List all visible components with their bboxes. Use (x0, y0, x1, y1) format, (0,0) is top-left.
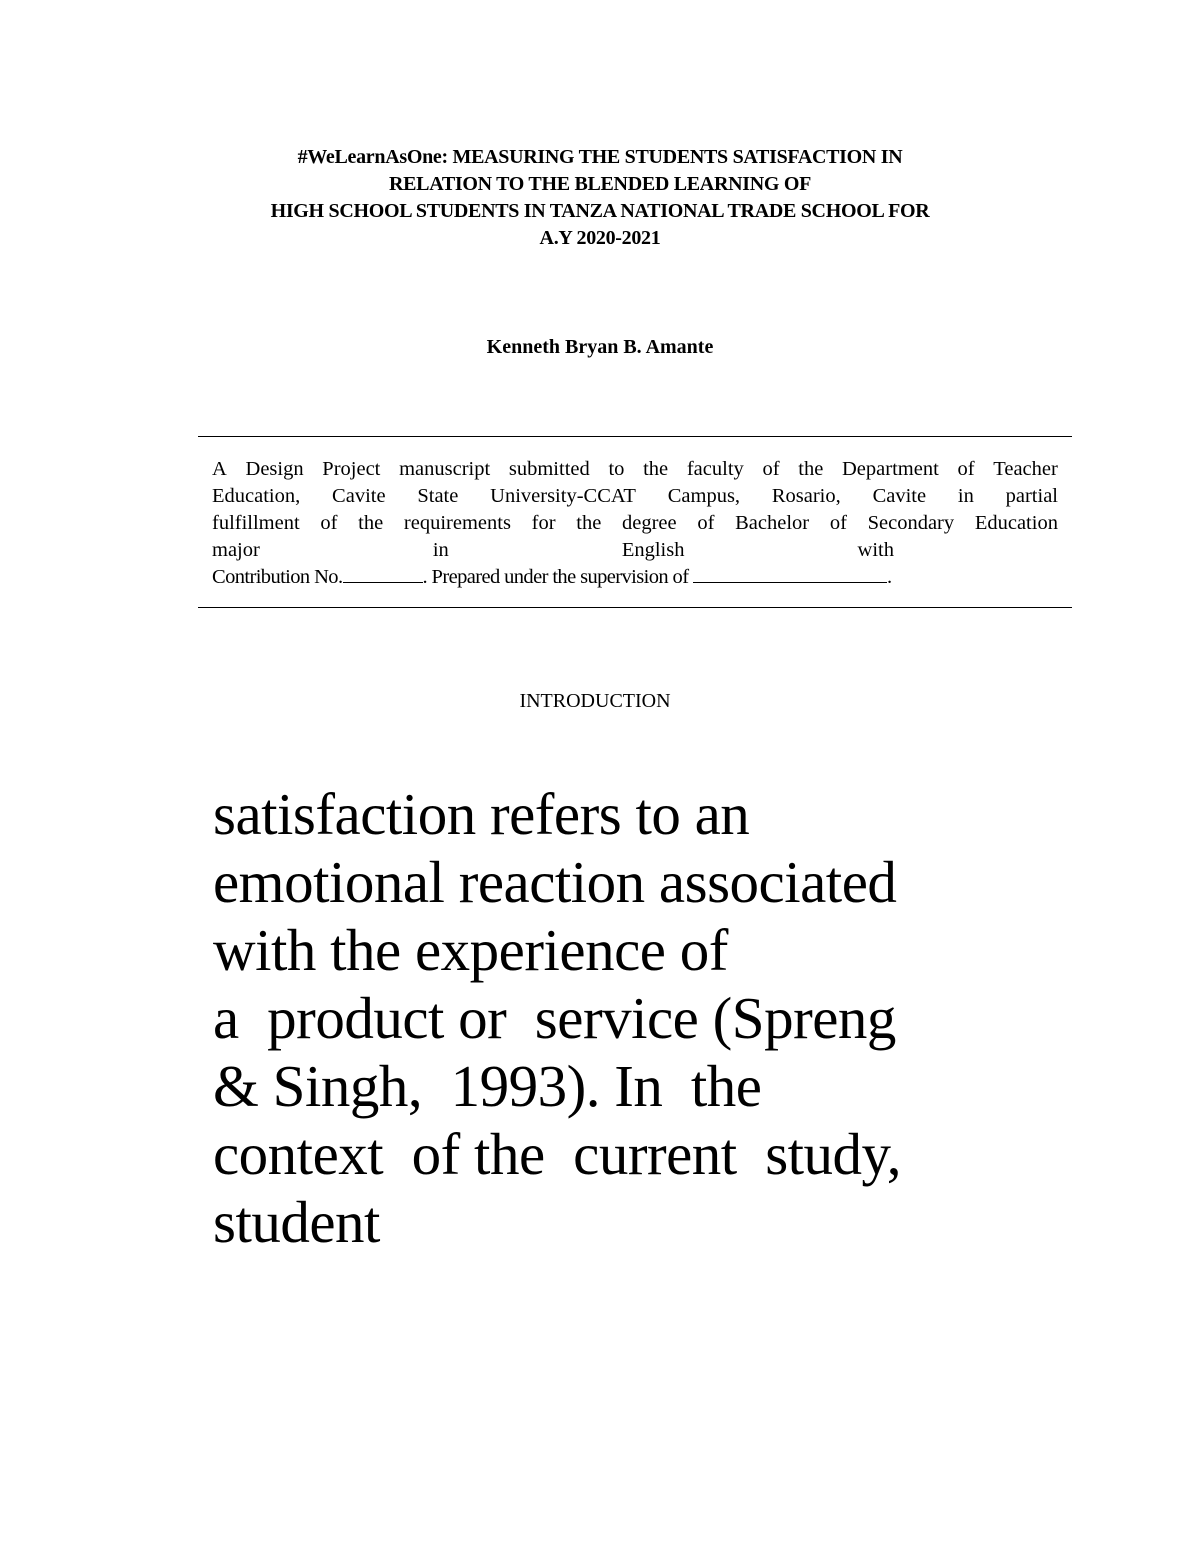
word: Campus, (667, 485, 741, 507)
word: submitted (508, 458, 590, 480)
title-line: A.Y 2020-2021 (539, 227, 661, 249)
manuscript-line (212, 456, 1058, 483)
author-name: Kenneth Bryan B. Amante (486, 336, 714, 358)
body-line: with the experience of (213, 917, 728, 983)
body-line: satisfaction refers to an (213, 781, 750, 847)
manuscript-line (212, 510, 1058, 537)
word: partial (1005, 485, 1058, 507)
word: A (212, 458, 227, 480)
word: Education, (212, 485, 301, 507)
word: in (957, 485, 974, 507)
word: Department (842, 458, 939, 480)
word: English (621, 539, 685, 561)
word: the (576, 512, 602, 534)
manuscript-line (212, 564, 1058, 591)
word: Project (322, 458, 381, 480)
word: of (762, 458, 780, 480)
word: Teacher (993, 458, 1058, 480)
body-line: & Singh, 1993). In the (213, 1053, 762, 1119)
word: to (608, 458, 625, 480)
word: of (697, 512, 715, 534)
word: the (798, 458, 824, 480)
word: the (643, 458, 669, 480)
word: major (212, 539, 260, 561)
contribution-number-blank (343, 564, 423, 583)
word: Cavite (872, 485, 927, 507)
word: for (531, 512, 556, 534)
word: Cavite (332, 485, 386, 507)
manuscript-statement (212, 456, 1058, 591)
supervision-label: . Prepared under the supervision of (422, 566, 689, 588)
body-line: student (213, 1189, 380, 1255)
word: fulfillment (212, 512, 300, 534)
introduction-body (213, 780, 1053, 1256)
title-line: HIGH SCHOOL STUDENTS IN TANZA NATIONAL TRADE SCHOOL FOR (270, 200, 930, 222)
contribution-label: Contribution No. (212, 566, 343, 588)
period: . (886, 566, 892, 588)
body-line: a product or service (Spreng (213, 985, 896, 1051)
section-heading: INTRODUCTION (519, 690, 671, 712)
word: Rosario, (771, 485, 841, 507)
word: of (829, 512, 847, 534)
word: in (432, 539, 449, 561)
title-line: #WeLearnAsOne: MEASURING THE STUDENTS SATISFACTION IN (297, 146, 903, 168)
word: of (320, 512, 338, 534)
manuscript-line (212, 537, 1058, 564)
word: the (358, 512, 384, 534)
body-line: emotional reaction associated (213, 849, 897, 915)
word: faculty (686, 458, 744, 480)
word: Design (245, 458, 304, 480)
body-line: context of the current study, (213, 1121, 901, 1187)
word: of (957, 458, 975, 480)
word: University-CCAT (490, 485, 636, 507)
word: State (417, 485, 459, 507)
word: degree (622, 512, 677, 534)
supervisor-blank (693, 564, 887, 583)
word: Bachelor (735, 512, 810, 534)
title-line: RELATION TO THE BLENDED LEARNING OF (388, 173, 811, 195)
word: Secondary (867, 512, 955, 534)
word: Education (974, 512, 1058, 534)
bottom-divider (198, 607, 1072, 608)
top-divider (198, 436, 1072, 437)
word: requirements (403, 512, 511, 534)
word: with (857, 539, 894, 561)
document-title (150, 144, 1050, 252)
manuscript-line (212, 483, 1058, 510)
word: manuscript (399, 458, 491, 480)
